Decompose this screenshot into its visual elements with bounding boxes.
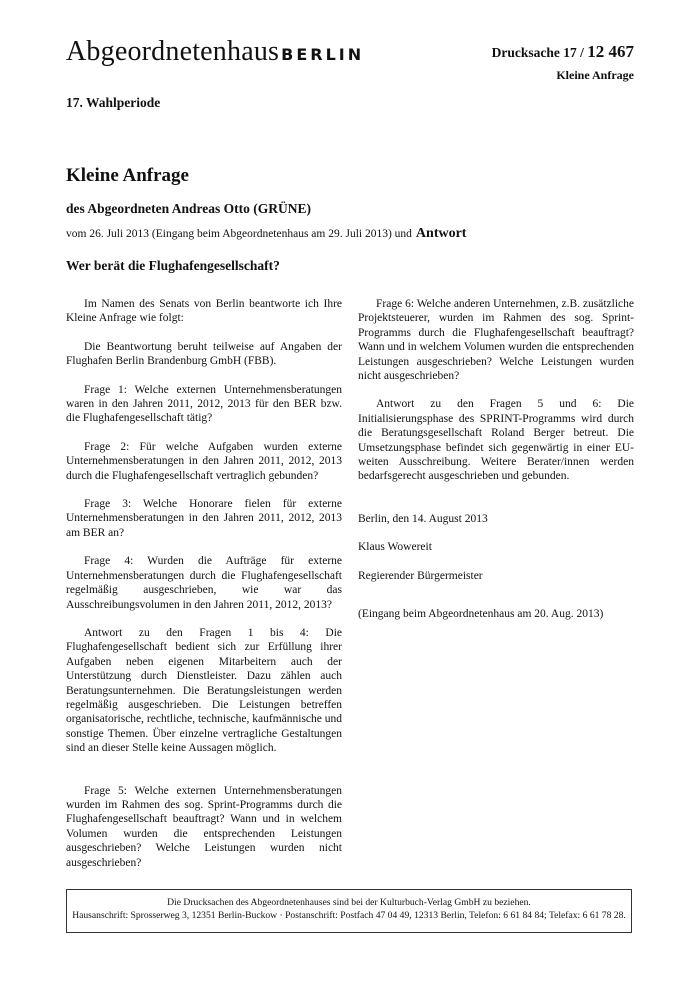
page-title: Kleine Anfrage	[66, 165, 189, 186]
paragraph: Die Beantwortung beruht teilweise auf Angaben der Flughafen Berlin Brandenburg GmbH (FBB).	[66, 340, 342, 368]
footer-line-1: Die Drucksachen des Abgeordnetenhauses sind bei der Kulturbuch-Verlag GmbH zu beziehen.	[167, 897, 531, 908]
signature-block	[358, 540, 634, 583]
date-line	[66, 226, 466, 242]
logo-word: Abgeordnetenhaus	[66, 36, 280, 67]
drucksache-value: 12 467	[587, 42, 634, 61]
author-line: des Abgeordneten Andreas Otto (GRÜNE)	[66, 201, 312, 216]
receipt-note: (Eingang beim Abgeordnetenhaus am 20. Aug. 2013)	[358, 608, 604, 621]
signer-title: Regierender Bürgermeister	[358, 569, 483, 582]
paragraph: Im Namen des Senats von Berlin beantworte ich Ihre Kleine Anfrage wie folgt:	[66, 298, 342, 325]
subject-heading: Wer berät die Flughafengesellschaft?	[66, 258, 280, 273]
logo-city: BERLIN	[281, 45, 365, 64]
parliament-logo	[66, 36, 364, 68]
legislative-period: 17. Wahlperiode	[66, 95, 161, 110]
question-paragraph: Frage 3: Welche Honorare fielen für externe Unternehmensberatungen in den Jahren 2011, 2012, 2013 am BER an?	[66, 498, 342, 539]
drucksache-label: Drucksache 17 /	[491, 45, 588, 60]
answer-paragraph: Antwort zu den Fragen 5 und 6: Die Initialisierungsphase des SPRINT-Programms wird durch die Beratungsgesellschaft Roland Berger betreut. Die Umsetzungsphase befindet sich gegenwärtig in einer EU-weiten Ausschreibung. Weitere Berater/innen werden bedarfsgerecht ausgeschrieben und gebunden.	[358, 398, 634, 483]
answer-paragraph: Antwort zu den Fragen 1 bis 4: Die Flughafengesellschaft bedient sich zur Erfüllung ihrer Aufgaben neben eigenen Mitarbeitern auch der Unterstützung durch Dienstleister. Dazu zählen auch Beratungsunternehmen. Die Beratungsleistungen werden regelmäßig ausgeschrieben. Die Leistungen betreffen organisatorische, rechtliche, technische, kaufmännische und sonstige Themen. Über einzelne vertragliche Gestaltungen sind an dieser Stelle keine Aussagen möglich.	[66, 626, 343, 755]
left-column	[66, 297, 342, 884]
question-paragraph: Frage 2: Für welche Aufgaben wurden externe Unternehmensberatungen in den Jahren 2011, 2012, 2013 durch die Flughafengesellschaft vertraglich gebunden?	[66, 440, 342, 482]
question-paragraph: Frage 5: Welche externen Unternehmensberatungen wurden im Rahmen des sog. Sprint-Programms durch die Flughafengesellschaft beauftragt? Wann und in welchem Volumen wurden die entsprechenden Leistungen ausgeschrieben? Welche Leistungen wurden nicht ausgeschrieben?	[66, 784, 342, 869]
date-text: vom 26. Juli 2013 (Eingang beim Abgeordnetenhaus am 29. Juli 2013) und	[66, 228, 412, 240]
answer-label: Antwort	[415, 226, 467, 241]
signer-name: Klaus Wowereit	[358, 541, 432, 554]
right-column	[358, 297, 634, 636]
drucksache-number	[492, 42, 634, 62]
place-date: Berlin, den 14. August 2013	[358, 512, 488, 525]
question-paragraph: Frage 4: Wurden die Aufträge für externe Unternehmensberatungen durch die Flughafengesellschaft regelmäßig ausgeschrieben, wie war das Ausschreibungsvolumen in den Jahren 2011, 2012, 2013?	[66, 555, 342, 611]
footer-info-box	[66, 889, 632, 933]
question-paragraph: Frage 1: Welche externen Unternehmensberatungen waren in den Jahren 2011, 2012, 2013 für den BER bzw. die Flughafengesellschaft tätig?	[66, 383, 342, 425]
footer-line-2: Hausanschrift: Sprosserweg 3, 12351 Berlin-Buckow · Postanschrift: Postfach 47 04 49, 12313 Berlin, Telefon: 6 61 84 84; Telefax: 6 61 78 28.	[72, 909, 626, 921]
question-paragraph: Frage 6: Welche anderen Unternehmen, z.B. zusätzliche Projektsteuerer, wurden im Rahmen des sog. Sprint-Programms durch die Flughafengesellschaft beauftragt? Wann und in welchem Volumen wurden die entsprechenden Leistungen ausgeschrieben? Welche Leistungen wurden nicht ausgeschrieben?	[358, 298, 634, 383]
document-reference	[492, 42, 634, 83]
document-type: Kleine Anfrage	[556, 68, 634, 82]
